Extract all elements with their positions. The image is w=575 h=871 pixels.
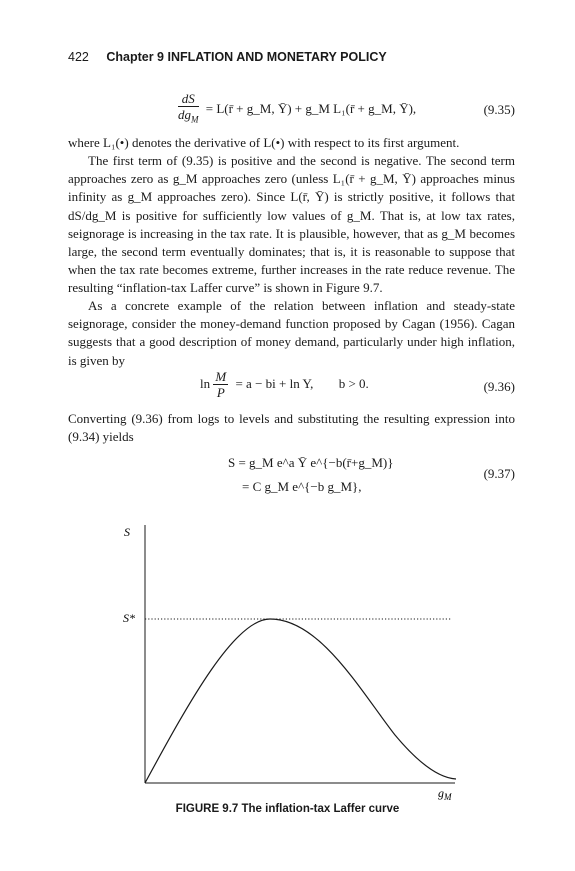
eq935-rhs: = L(r̄ + g_M, Ȳ) + g_M L₁(r̄ + g_M, Ȳ), [205, 100, 417, 116]
eq936-numerator: M [215, 369, 227, 384]
eq936-condition: b > 0. [338, 375, 369, 391]
figure-caption: FIGURE 9.7 The inflation-tax Laffer curve [175, 803, 400, 815]
paragraph-1: where L₁(•) denotes the derivative of L(•) with respect to its first argument. [68, 135, 460, 150]
eq936-number: (9.36) [483, 379, 515, 394]
eq936-denominator: P [216, 385, 225, 400]
paragraph-3: As a concrete example of the relation between inflation and steady-state seignorage, consider the money-demand function proposed by Cagan (1956). Cagan suggests that a good description of money demand, particularly under high inflation, is given by [68, 298, 515, 368]
paragraph-2: The first term of (9.35) is positive and the second is negative. The second term approaches zero as g_M approaches zero (unless L₁(r̄ + g_M, Ȳ) approaches minus infinity as g_M approaches zero). Since L(r̄, Ȳ) is strictly positive, it follows that dS/dg_M is positive for sufficiently low values of g_M. That is, at low tax rates, seignorage is increasing in the tax rate. It is plausible, however, that as g_M becomes large, the second term eventually dominates; that is, it is reasonable to suppose that when the tax rate becomes extreme, further increases in the rate reduce revenue. The resulting “inflation-tax Laffer curve” is shown in Figure 9.7. [68, 153, 515, 296]
chapter-title: Chapter 9 INFLATION AND MONETARY POLICY [106, 50, 387, 64]
laffer-curve [145, 619, 456, 783]
y-axis-label: S [124, 525, 130, 539]
eq936-ln: ln [200, 375, 211, 391]
page-number: 422 [68, 50, 89, 64]
eq937-line2: = C g_M e^{−b g_M}, [242, 479, 362, 494]
eq936-rhs: = a − bi + ln Y, [235, 375, 314, 391]
eq935-numerator: dS [178, 92, 199, 107]
eq935-number: (9.35) [483, 102, 515, 117]
eq935-denominator: $dg_M$ [178, 107, 199, 125]
paragraph-4: Converting (9.36) from logs to levels and substituting the resulting expression into (9.34) yields [68, 411, 515, 445]
s-star-label: S* [123, 611, 135, 625]
eq937-line1: S = g_M e^a Ȳ e^{−b(r̄+g_M)} [228, 455, 394, 470]
eq937-number: (9.37) [483, 466, 515, 481]
x-axis-label: $g_M$ [438, 786, 452, 802]
